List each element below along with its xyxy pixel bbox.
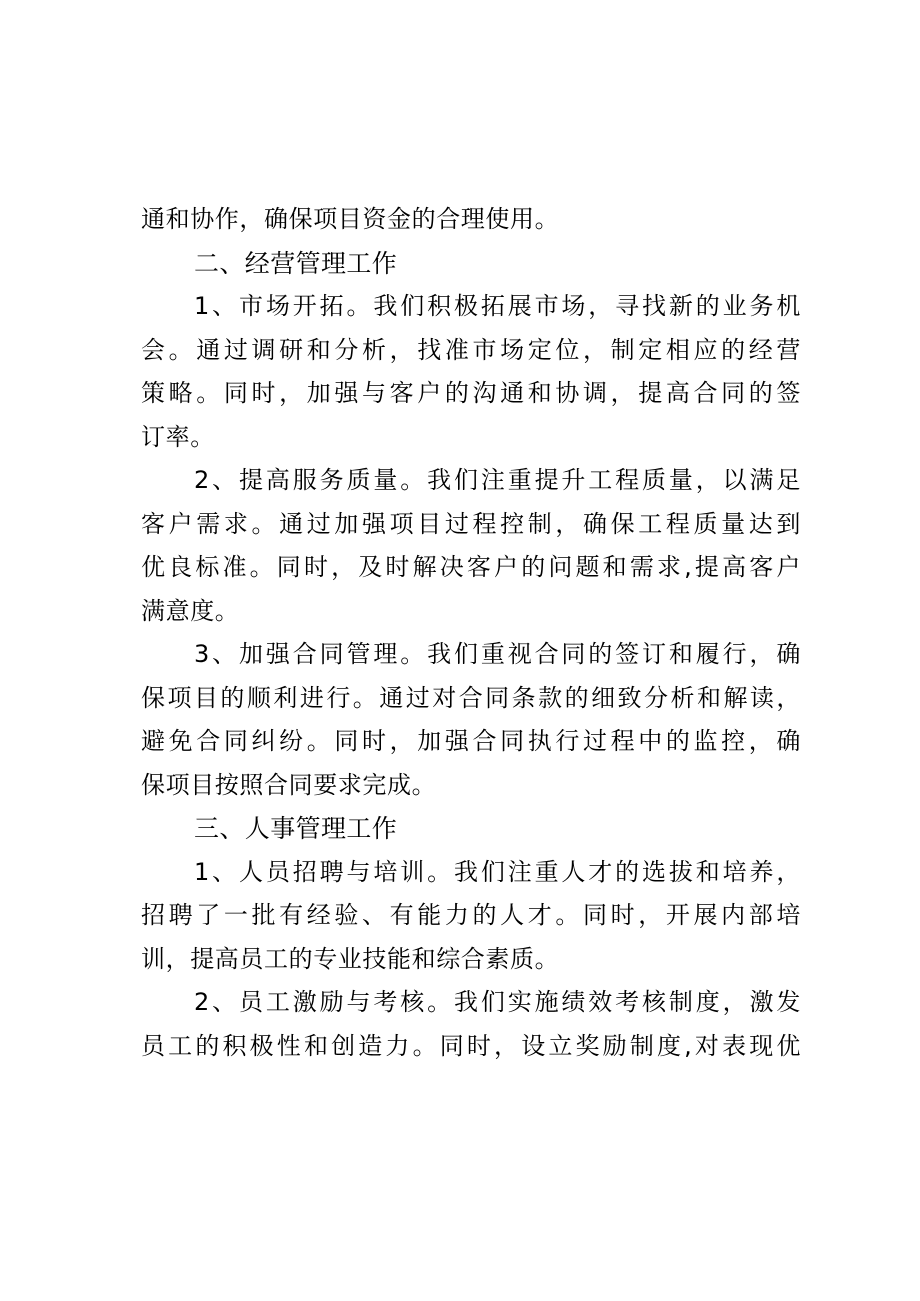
text-line: 员工的积极性和创造力。同时，设立奖励制度,对表现优 [141, 1031, 801, 1060]
text-line: 订率。 [141, 422, 215, 451]
text-line: 满意度。 [141, 596, 240, 625]
paragraph-contract-management [141, 633, 801, 807]
text-line: 2、员工激励与考核。我们实施绩效考核制度，激发 [194, 988, 801, 1016]
text-line: 会。通过调研和分析，找准市场定位，制定相应的经营 [141, 335, 801, 364]
text-line: 3、加强合同管理。我们重视合同的签订和履行，确 [194, 640, 801, 668]
paragraph-recruitment-training [141, 851, 801, 982]
heading-text: 二、经营管理工作 [194, 248, 398, 278]
text-line: 客户需求。通过加强项目过程控制，确保工程质量达到 [141, 509, 801, 538]
text-line: 1、人员招聘与培训。我们注重人才的选拔和培养， [194, 857, 801, 886]
section-heading-business [141, 242, 801, 286]
text-line: 保项目按照合同要求完成。 [141, 770, 437, 799]
paragraph-continuation [141, 198, 801, 242]
paragraph-service-quality [141, 459, 801, 633]
text-line: 避免合同纠纷。同时，加强合同执行过程中的监控，确 [141, 727, 801, 755]
text-line: 优良标准。同时，及时解决客户的问题和需求,提高客户 [141, 553, 801, 581]
document-body [141, 198, 801, 1068]
text-line: 训，提高员工的专业技能和综合素质。 [141, 944, 560, 973]
text-line: 招聘了一批有经验、有能力的人才。同时，开展内部培 [141, 901, 801, 929]
heading-text: 三、人事管理工作 [194, 814, 398, 843]
text-line: 保项目的顺利进行。通过对合同条款的细致分析和解读， [141, 683, 801, 712]
section-heading-hr [141, 807, 801, 851]
text-line: 策略。同时，加强与客户的沟通和协调，提高合同的签 [141, 379, 801, 407]
paragraph-market-expansion [141, 285, 801, 459]
text-line: 通和协作，确保项目资金的合理使用。 [141, 205, 560, 233]
text-line: 1、市场开拓。我们积极拓展市场，寻找新的业务机 [194, 292, 801, 320]
text-line: 2、提高服务质量。我们注重提升工程质量，以满足 [194, 466, 801, 494]
paragraph-incentive-assessment [141, 981, 801, 1068]
